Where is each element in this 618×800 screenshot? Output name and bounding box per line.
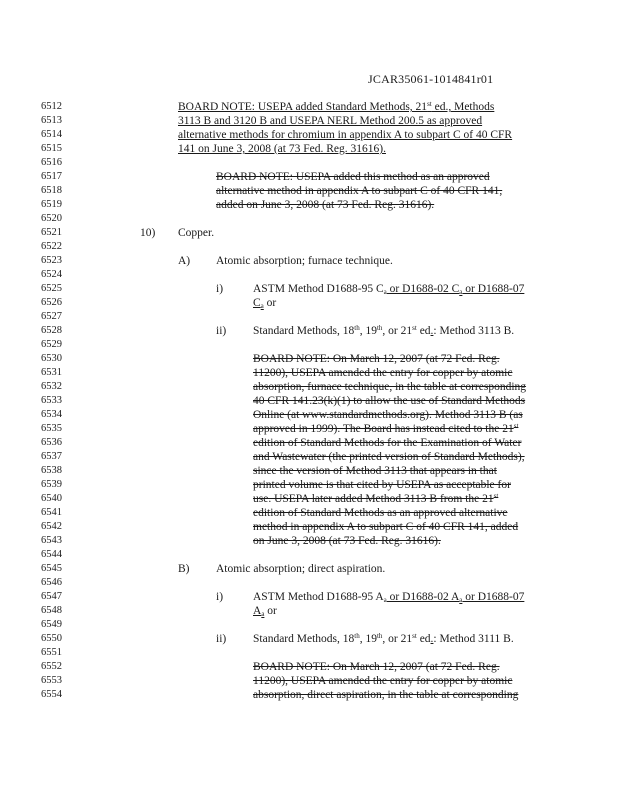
line-number: 6516 (41, 157, 62, 168)
line-number: 6531 (41, 367, 62, 378)
board-note-3-line: printed volume is that cited by USEPA as acceptable for (253, 479, 511, 491)
board-note-3-line: on June 3, 2008 (at 73 Fed. Reg. 31616). (253, 535, 441, 547)
line-number: 6535 (41, 423, 62, 434)
line-number: 6517 (41, 171, 62, 182)
line-number: 6512 (41, 101, 62, 112)
line-number: 6521 (41, 227, 62, 238)
item-heading: Copper. (178, 227, 215, 239)
line-number: 6515 (41, 143, 62, 154)
line-number: 6539 (41, 479, 62, 490)
line-number: 6544 (41, 549, 62, 560)
line-number: 6547 (41, 591, 62, 602)
board-note-3-line: edition of Standard Methods for the Examination of Water (253, 437, 522, 449)
board-note-4-line: 11200), USEPA amended the entry for copper by atomic (253, 675, 513, 687)
line-number: 6537 (41, 451, 62, 462)
board-note-3-line: and Wastewater (the printed version of Standard Methods), (253, 451, 525, 463)
line-number: 6529 (41, 339, 62, 350)
line-number: 6545 (41, 563, 62, 574)
line-number: 6524 (41, 269, 62, 280)
method-line: Standard Methods, 18th, 19th, or 21st ed.: Method 3111 B. (253, 632, 514, 645)
board-note-1-line: 141 on June 3, 2008 (at 73 Fed. Reg. 31616). (178, 143, 386, 155)
document-header: JCAR35061-1014841r01 (368, 72, 494, 86)
item-number: 10) (140, 227, 156, 239)
board-note-3-line: absorption, furnace technique, in the table at corresponding (253, 381, 527, 393)
line-number: 6552 (41, 661, 62, 672)
subsection-heading: Atomic absorption; furnace technique. (216, 255, 393, 267)
board-note-3-line: since the version of Method 3113 that appears in that (253, 465, 497, 477)
line-number: 6525 (41, 283, 62, 294)
clause-number: i) (216, 591, 224, 603)
line-number: 6543 (41, 535, 62, 546)
board-note-3-line: approved in 1999). The Board has instead cited to the 21st (253, 422, 519, 435)
line-number: 6528 (41, 325, 62, 336)
clause-number: ii) (216, 633, 227, 645)
method-line: $C_a$ or (253, 297, 277, 310)
board-note-2-line: BOARD NOTE: USEPA added this method as an approved (216, 171, 490, 183)
line-number: 6513 (41, 115, 62, 126)
line-number: 6532 (41, 381, 62, 392)
line-number: 6519 (41, 199, 62, 210)
line-number: 6554 (41, 689, 62, 700)
clause-number: ii) (216, 325, 227, 337)
line-number: 6533 (41, 395, 62, 406)
method-line: $A_a$ or (253, 605, 277, 618)
method-line: ASTM Method D1688-95 $A_a$ or D1688-02 $A_a$ or D1688-07 (253, 591, 525, 604)
line-number: 6526 (41, 297, 62, 308)
subsection-letter: A) (178, 255, 191, 267)
board-note-4-line: BOARD NOTE: On March 12, 2007 (at 72 Fed. Reg. (253, 661, 500, 673)
line-number: 6549 (41, 619, 62, 630)
line-number: 6523 (41, 255, 62, 266)
subsection-heading: Atomic absorption; direct aspiration. (216, 563, 386, 575)
line-number: 6546 (41, 577, 62, 588)
board-note-3-line: BOARD NOTE: On March 12, 2007 (at 72 Fed. Reg. (253, 353, 500, 365)
board-note-3-line: use. USEPA later added Method 3113 B from the 21st (253, 492, 499, 505)
board-note-4-line: absorption, direct aspiration, in the table at corresponding (253, 689, 519, 701)
line-number: 6550 (41, 633, 62, 644)
board-note-3-line: edition of Standard Methods as an approved alternative (253, 507, 508, 519)
line-number: 6527 (41, 311, 62, 322)
line-number: 6541 (41, 507, 62, 518)
board-note-1-line: 3113 B and 3120 B and USEPA NERL Method 200.5 as approved (178, 115, 483, 127)
line-number: 6538 (41, 465, 62, 476)
line-number: 6518 (41, 185, 62, 196)
line-number: 6536 (41, 437, 62, 448)
line-number: 6520 (41, 213, 62, 224)
method-line: ASTM Method D1688-95 $C_a$ or D1688-02 $C_a$ or D1688-07 (253, 283, 525, 296)
board-note-2-line: added on June 3, 2008 (at 73 Fed. Reg. 31616). (216, 199, 435, 211)
line-number: 6551 (41, 647, 62, 658)
board-note-3-line: 40 CFR 141.23(k)(1) to allow the use of Standard Methods (253, 395, 526, 407)
method-line: Standard Methods, 18th, 19th, or 21st ed.: Method 3113 B. (253, 324, 515, 337)
board-note-3-line: 11200), USEPA amended the entry for copper by atomic (253, 367, 513, 379)
line-number: 6530 (41, 353, 62, 364)
line-number: 6514 (41, 129, 62, 140)
subsection-letter: B) (178, 563, 190, 575)
board-note-3-line: method in appendix A to subpart C of 40 CFR 141, added (253, 521, 519, 533)
line-number: 6522 (41, 241, 62, 252)
line-number: 6534 (41, 409, 62, 420)
clause-number: i) (216, 283, 224, 295)
line-number: 6540 (41, 493, 62, 504)
board-note-3-line: Online (at www.standardmethods.org). Method 3113 B (as (253, 409, 523, 421)
line-number: 6542 (41, 521, 62, 532)
line-number: 6553 (41, 675, 62, 686)
board-note-2-line: alternative method in appendix A to subpart C of 40 CFR 141, (216, 185, 503, 197)
board-note-1-line: alternative methods for chromium in appendix A to subpart C of 40 CFR (178, 129, 513, 141)
board-note-1-line: BOARD NOTE: USEPA added Standard Methods, 21st ed., Methods (178, 100, 495, 113)
line-number: 6548 (41, 605, 62, 616)
